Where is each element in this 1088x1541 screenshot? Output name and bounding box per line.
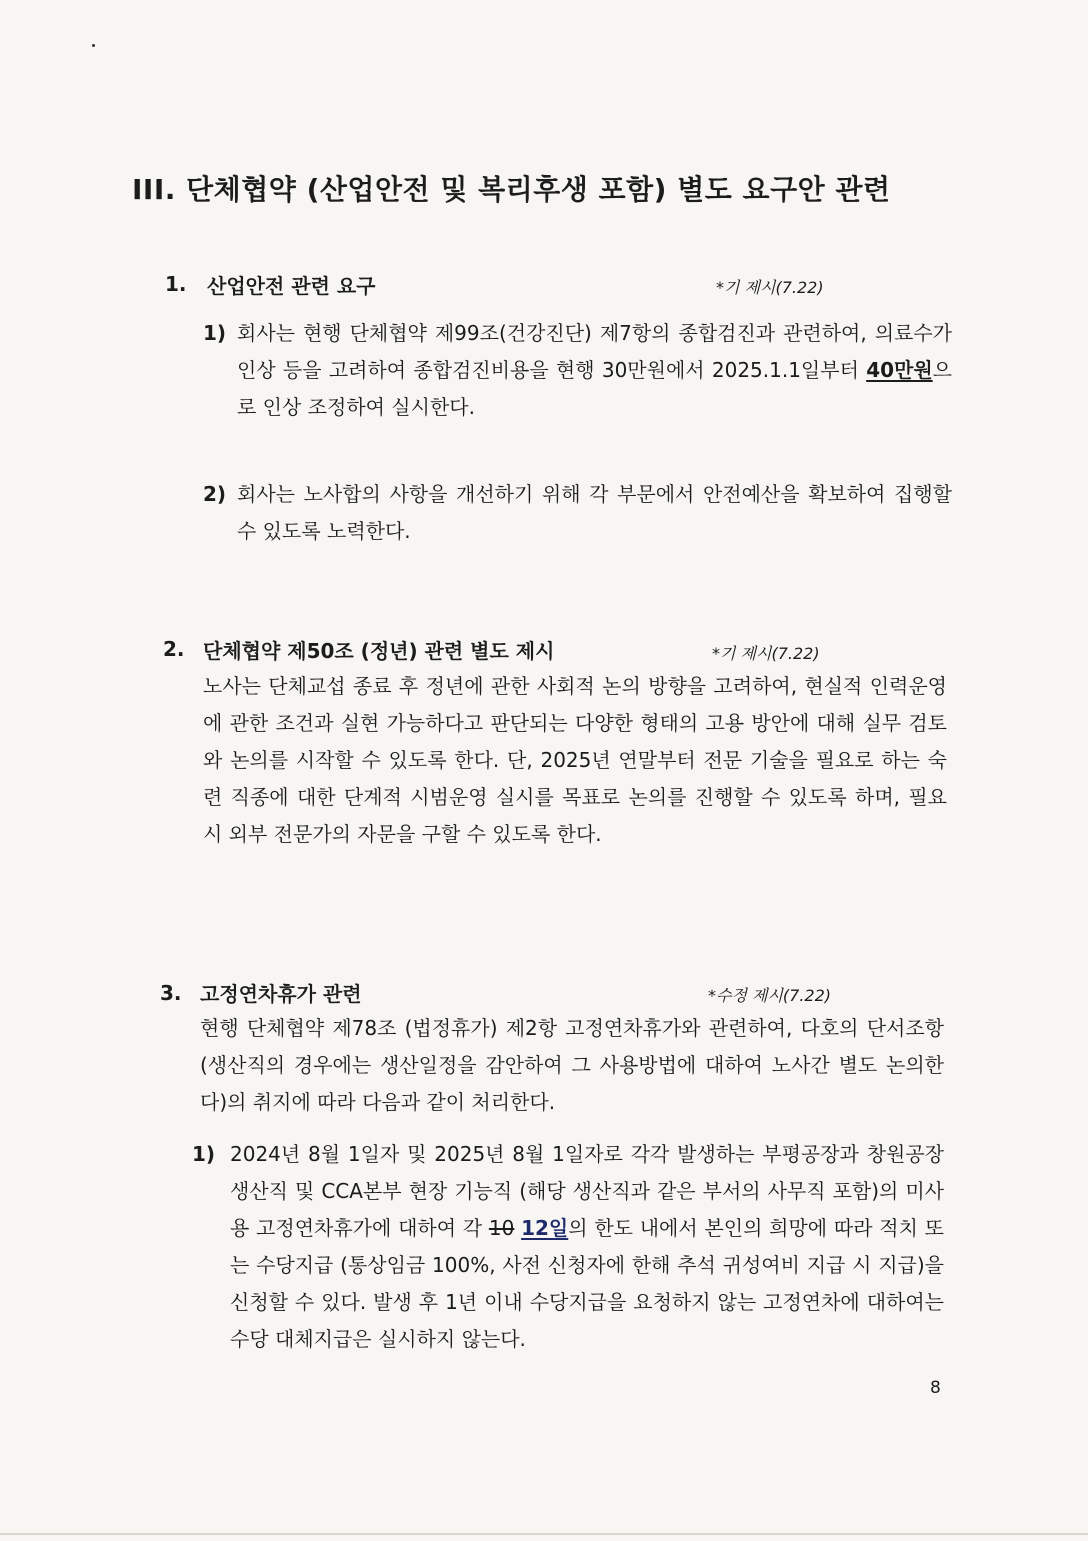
section-1-item-2-text: 회사는 노사합의 사항을 개선하기 위해 각 부문에서 안전예산을 확보하여 집행할 수 있도록 노력한다. bbox=[237, 482, 952, 543]
section-3-item-1-text bbox=[230, 1136, 944, 1358]
highlight-days: 12일 bbox=[521, 1216, 569, 1240]
section-3-body: 현행 단체협약 제78조 (법정휴가) 제2항 고정연차휴가와 관련하여, 다호의 단서조항(생산직의 경우에는 생산일정을 감안하여 그 사용방법에 대하여 노사간 별도 논의한다)의 취지에 따라 다음과 같이 처리한다. bbox=[200, 1016, 944, 1114]
section-2-number: 2. bbox=[163, 637, 185, 661]
page-title: III. 단체협약 (산업안전 및 복리후생 포함) 별도 요구안 관련 bbox=[132, 173, 891, 206]
highlight-amount: 40만원 bbox=[866, 358, 933, 382]
page-number: 8 bbox=[930, 1378, 941, 1398]
section-1-item-1-number: 1) bbox=[203, 321, 227, 345]
section-1-item-1-text bbox=[237, 315, 952, 426]
item-text-post: 으로 인상 조정하여 실시한다. bbox=[237, 358, 952, 419]
item-text-post: 의 한도 내에서 본인의 희망에 따라 적치 또는 수당지급 (통상임금 100%, 사전 신청자에 한해 추석 귀성여비 지급 시 지급)을 신청할 수 있다. 발생 후 1년 이내 수당지급을 요청하지 않는 고정연차에 대하여는 수당 대체지급은 실시하지 않는다. bbox=[230, 1216, 944, 1351]
section-1-note: *기 제시(7.22) bbox=[716, 278, 824, 297]
section-3-note: *수정 제시(7.22) bbox=[708, 986, 832, 1005]
scan-bottom-edge bbox=[0, 1533, 1088, 1535]
scan-speck bbox=[92, 44, 95, 47]
item-text-pre: 2024년 8월 1일자 및 2025년 8월 1일자로 각각 발생하는 부평공장과 창원공장 생산직 및 CCA본부 현장 기능직 (해당 생산직과 같은 부서의 사무직 포함)의 미사용 고정연차휴가에 대하여 각 bbox=[230, 1142, 944, 1240]
section-2-heading: 단체협약 제50조 (정년) 관련 별도 제시 bbox=[203, 639, 555, 663]
section-2-body: 노사는 단체교섭 종료 후 정년에 관한 사회적 논의 방향을 고려하여, 현실적 인력운영에 관한 조건과 실현 가능하다고 판단되는 다양한 형태의 고용 방안에 대해 실무 검토와 논의를 시작할 수 있도록 한다. 단, 2025년 연말부터 전문 기술을 필요로 하는 숙련 직종에 대한 단계적 시범운영 실시를 목표로 논의를 진행할 수 있도록 하며, 필요 시 외부 전문가의 자문을 구할 수 있도록 한다. bbox=[203, 674, 947, 846]
section-3-number: 3. bbox=[160, 981, 182, 1005]
section-1-item-2-number: 2) bbox=[203, 482, 227, 506]
section-3-heading: 고정연차휴가 관련 bbox=[200, 982, 362, 1006]
section-1-heading: 산업안전 관련 요구 bbox=[207, 274, 376, 298]
section-1-number: 1. bbox=[165, 272, 187, 296]
struck-value: 10 bbox=[488, 1216, 515, 1240]
item-text-pre: 회사는 현행 단체협약 제99조(건강진단) 제7항의 종합검진과 관련하여, 의료수가 인상 등을 고려하여 종합검진비용을 현행 30만원에서 2025.1.1일부터 bbox=[237, 321, 952, 382]
section-2-note: *기 제시(7.22) bbox=[712, 644, 820, 663]
section-3-item-1-number: 1) bbox=[192, 1142, 216, 1166]
